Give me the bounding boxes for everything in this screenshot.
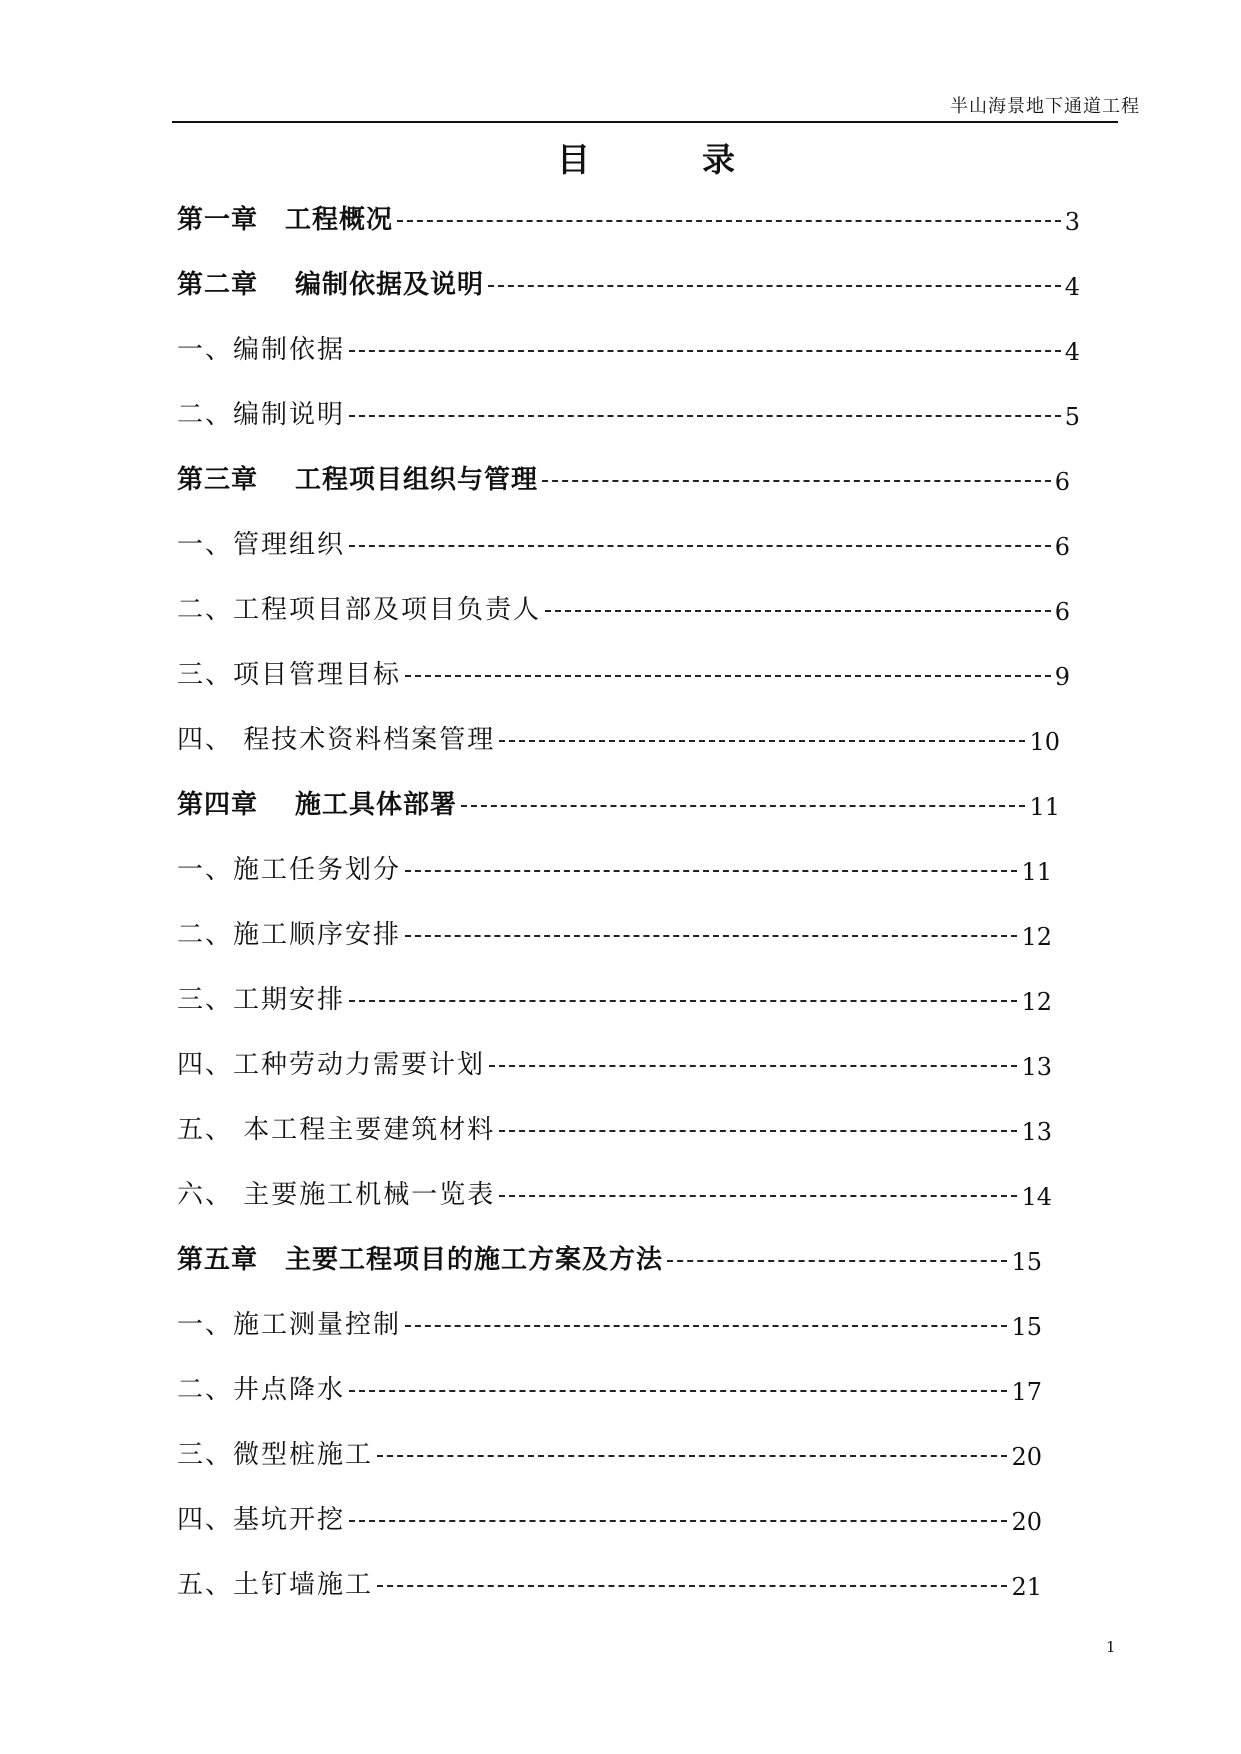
toc-entry-label: 三、微型桩施工 — [177, 1440, 374, 1470]
toc-leader-dashes — [349, 1000, 1017, 1002]
toc-section-entry[interactable] — [177, 846, 1097, 911]
toc-entry-page-number: 5 — [1064, 403, 1080, 431]
toc-leader-dashes — [377, 1585, 1007, 1587]
toc-leader-dashes — [499, 1195, 1017, 1197]
toc-entry-label: 六、 主要施工机械一览表 — [177, 1180, 496, 1210]
toc-leader-dashes — [349, 1390, 1007, 1392]
toc-entry-page-number: 6 — [1054, 533, 1070, 561]
toc-leader-dashes — [377, 1455, 1007, 1457]
toc-section-entry[interactable] — [177, 651, 1097, 716]
toc-leader-dashes — [545, 610, 1051, 612]
toc-chapter-entry[interactable] — [177, 1236, 1097, 1301]
toc-entry-label: 三、工期安排 — [177, 985, 346, 1015]
header-rule — [172, 121, 1118, 123]
toc-leader-dashes — [349, 545, 1051, 547]
toc-leader-dashes — [405, 675, 1051, 677]
toc-leader-dashes — [349, 1520, 1007, 1522]
toc-entry-label: 四、工种劳动力需要计划 — [177, 1050, 486, 1080]
toc-entry-label: 一、编制依据 — [177, 335, 346, 365]
toc-entry-label: 第二章 编制依据及说明 — [177, 270, 485, 300]
toc-entry-page-number: 20 — [1011, 1508, 1042, 1536]
toc-entry-label: 四、 程技术资料档案管理 — [177, 725, 496, 755]
toc-section-entry[interactable] — [177, 1106, 1097, 1171]
toc-section-entry[interactable] — [177, 391, 1097, 456]
toc-leader-dashes — [397, 220, 1061, 222]
toc-entry-page-number: 13 — [1021, 1118, 1052, 1146]
toc-entry-label: 二、井点降水 — [177, 1375, 346, 1405]
toc-section-entry[interactable] — [177, 1431, 1097, 1496]
toc-entry-page-number: 9 — [1054, 663, 1070, 691]
toc-entry-label: 第三章 工程项目组织与管理 — [177, 465, 539, 495]
toc-entry-label: 五、 本工程主要建筑材料 — [177, 1115, 496, 1145]
toc-section-entry[interactable] — [177, 976, 1097, 1041]
toc-entry-page-number: 4 — [1064, 273, 1080, 301]
toc-leader-dashes — [349, 415, 1061, 417]
toc-title — [0, 134, 1241, 180]
toc-leader-dashes — [489, 1065, 1017, 1067]
toc-section-entry[interactable] — [177, 1496, 1097, 1561]
toc-section-entry[interactable] — [177, 1041, 1097, 1106]
toc-leader-dashes — [349, 350, 1061, 352]
toc-entry-page-number: 10 — [1029, 728, 1060, 756]
toc-entry-page-number: 6 — [1054, 598, 1070, 626]
table-of-contents — [177, 196, 1097, 1626]
toc-entry-page-number: 11 — [1029, 793, 1060, 821]
toc-entry-page-number: 15 — [1011, 1313, 1042, 1341]
toc-title-part2: 录 — [702, 140, 735, 179]
toc-entry-page-number: 17 — [1011, 1378, 1042, 1406]
toc-entry-label: 三、项目管理目标 — [177, 660, 402, 690]
running-header: 半山海景地下通道工程 — [950, 96, 1140, 117]
toc-entry-page-number: 21 — [1011, 1573, 1042, 1601]
toc-entry-label: 二、编制说明 — [177, 400, 346, 430]
toc-entry-label: 第一章 工程概况 — [177, 205, 394, 235]
toc-section-entry[interactable] — [177, 1171, 1097, 1236]
toc-leader-dashes — [499, 1130, 1017, 1132]
toc-chapter-entry[interactable] — [177, 456, 1097, 521]
toc-leader-dashes — [542, 480, 1051, 482]
toc-section-entry[interactable] — [177, 1561, 1097, 1626]
page-number: 1 — [1106, 1638, 1116, 1656]
toc-entry-page-number: 20 — [1011, 1443, 1042, 1471]
toc-entry-page-number: 14 — [1021, 1183, 1052, 1211]
toc-entry-page-number: 4 — [1064, 338, 1080, 366]
toc-leader-dashes — [461, 805, 1025, 807]
toc-chapter-entry[interactable] — [177, 196, 1097, 261]
toc-section-entry[interactable] — [177, 326, 1097, 391]
toc-entry-page-number: 12 — [1021, 988, 1052, 1016]
toc-entry-label: 一、管理组织 — [177, 530, 346, 560]
toc-section-entry[interactable] — [177, 1366, 1097, 1431]
toc-chapter-entry[interactable] — [177, 781, 1097, 846]
toc-entry-label: 一、施工任务划分 — [177, 855, 402, 885]
toc-entry-label: 二、施工顺序安排 — [177, 920, 402, 950]
toc-entry-label: 五、土钉墙施工 — [177, 1570, 374, 1600]
toc-leader-dashes — [405, 1325, 1007, 1327]
toc-section-entry[interactable] — [177, 911, 1097, 976]
toc-leader-dashes — [499, 740, 1025, 742]
toc-entry-label: 四、基坑开挖 — [177, 1505, 346, 1535]
toc-entry-label: 第五章 主要工程项目的施工方案及方法 — [177, 1245, 664, 1275]
toc-entry-page-number: 12 — [1021, 923, 1052, 951]
toc-leader-dashes — [488, 285, 1061, 287]
toc-entry-label: 二、工程项目部及项目负责人 — [177, 595, 542, 625]
toc-entry-page-number: 6 — [1054, 468, 1070, 496]
toc-leader-dashes — [405, 870, 1017, 872]
toc-leader-dashes — [667, 1260, 1007, 1262]
toc-entry-label: 一、施工测量控制 — [177, 1310, 402, 1340]
toc-leader-dashes — [405, 935, 1017, 937]
toc-entry-page-number: 15 — [1011, 1248, 1042, 1276]
toc-entry-label: 第四章 施工具体部署 — [177, 790, 458, 820]
toc-section-entry[interactable] — [177, 716, 1097, 781]
toc-title-part1: 目 — [557, 140, 590, 179]
toc-entry-page-number: 3 — [1064, 208, 1080, 236]
toc-section-entry[interactable] — [177, 586, 1097, 651]
toc-entry-page-number: 13 — [1021, 1053, 1052, 1081]
toc-section-entry[interactable] — [177, 1301, 1097, 1366]
toc-chapter-entry[interactable] — [177, 261, 1097, 326]
toc-section-entry[interactable] — [177, 521, 1097, 586]
toc-entry-page-number: 11 — [1021, 858, 1052, 886]
